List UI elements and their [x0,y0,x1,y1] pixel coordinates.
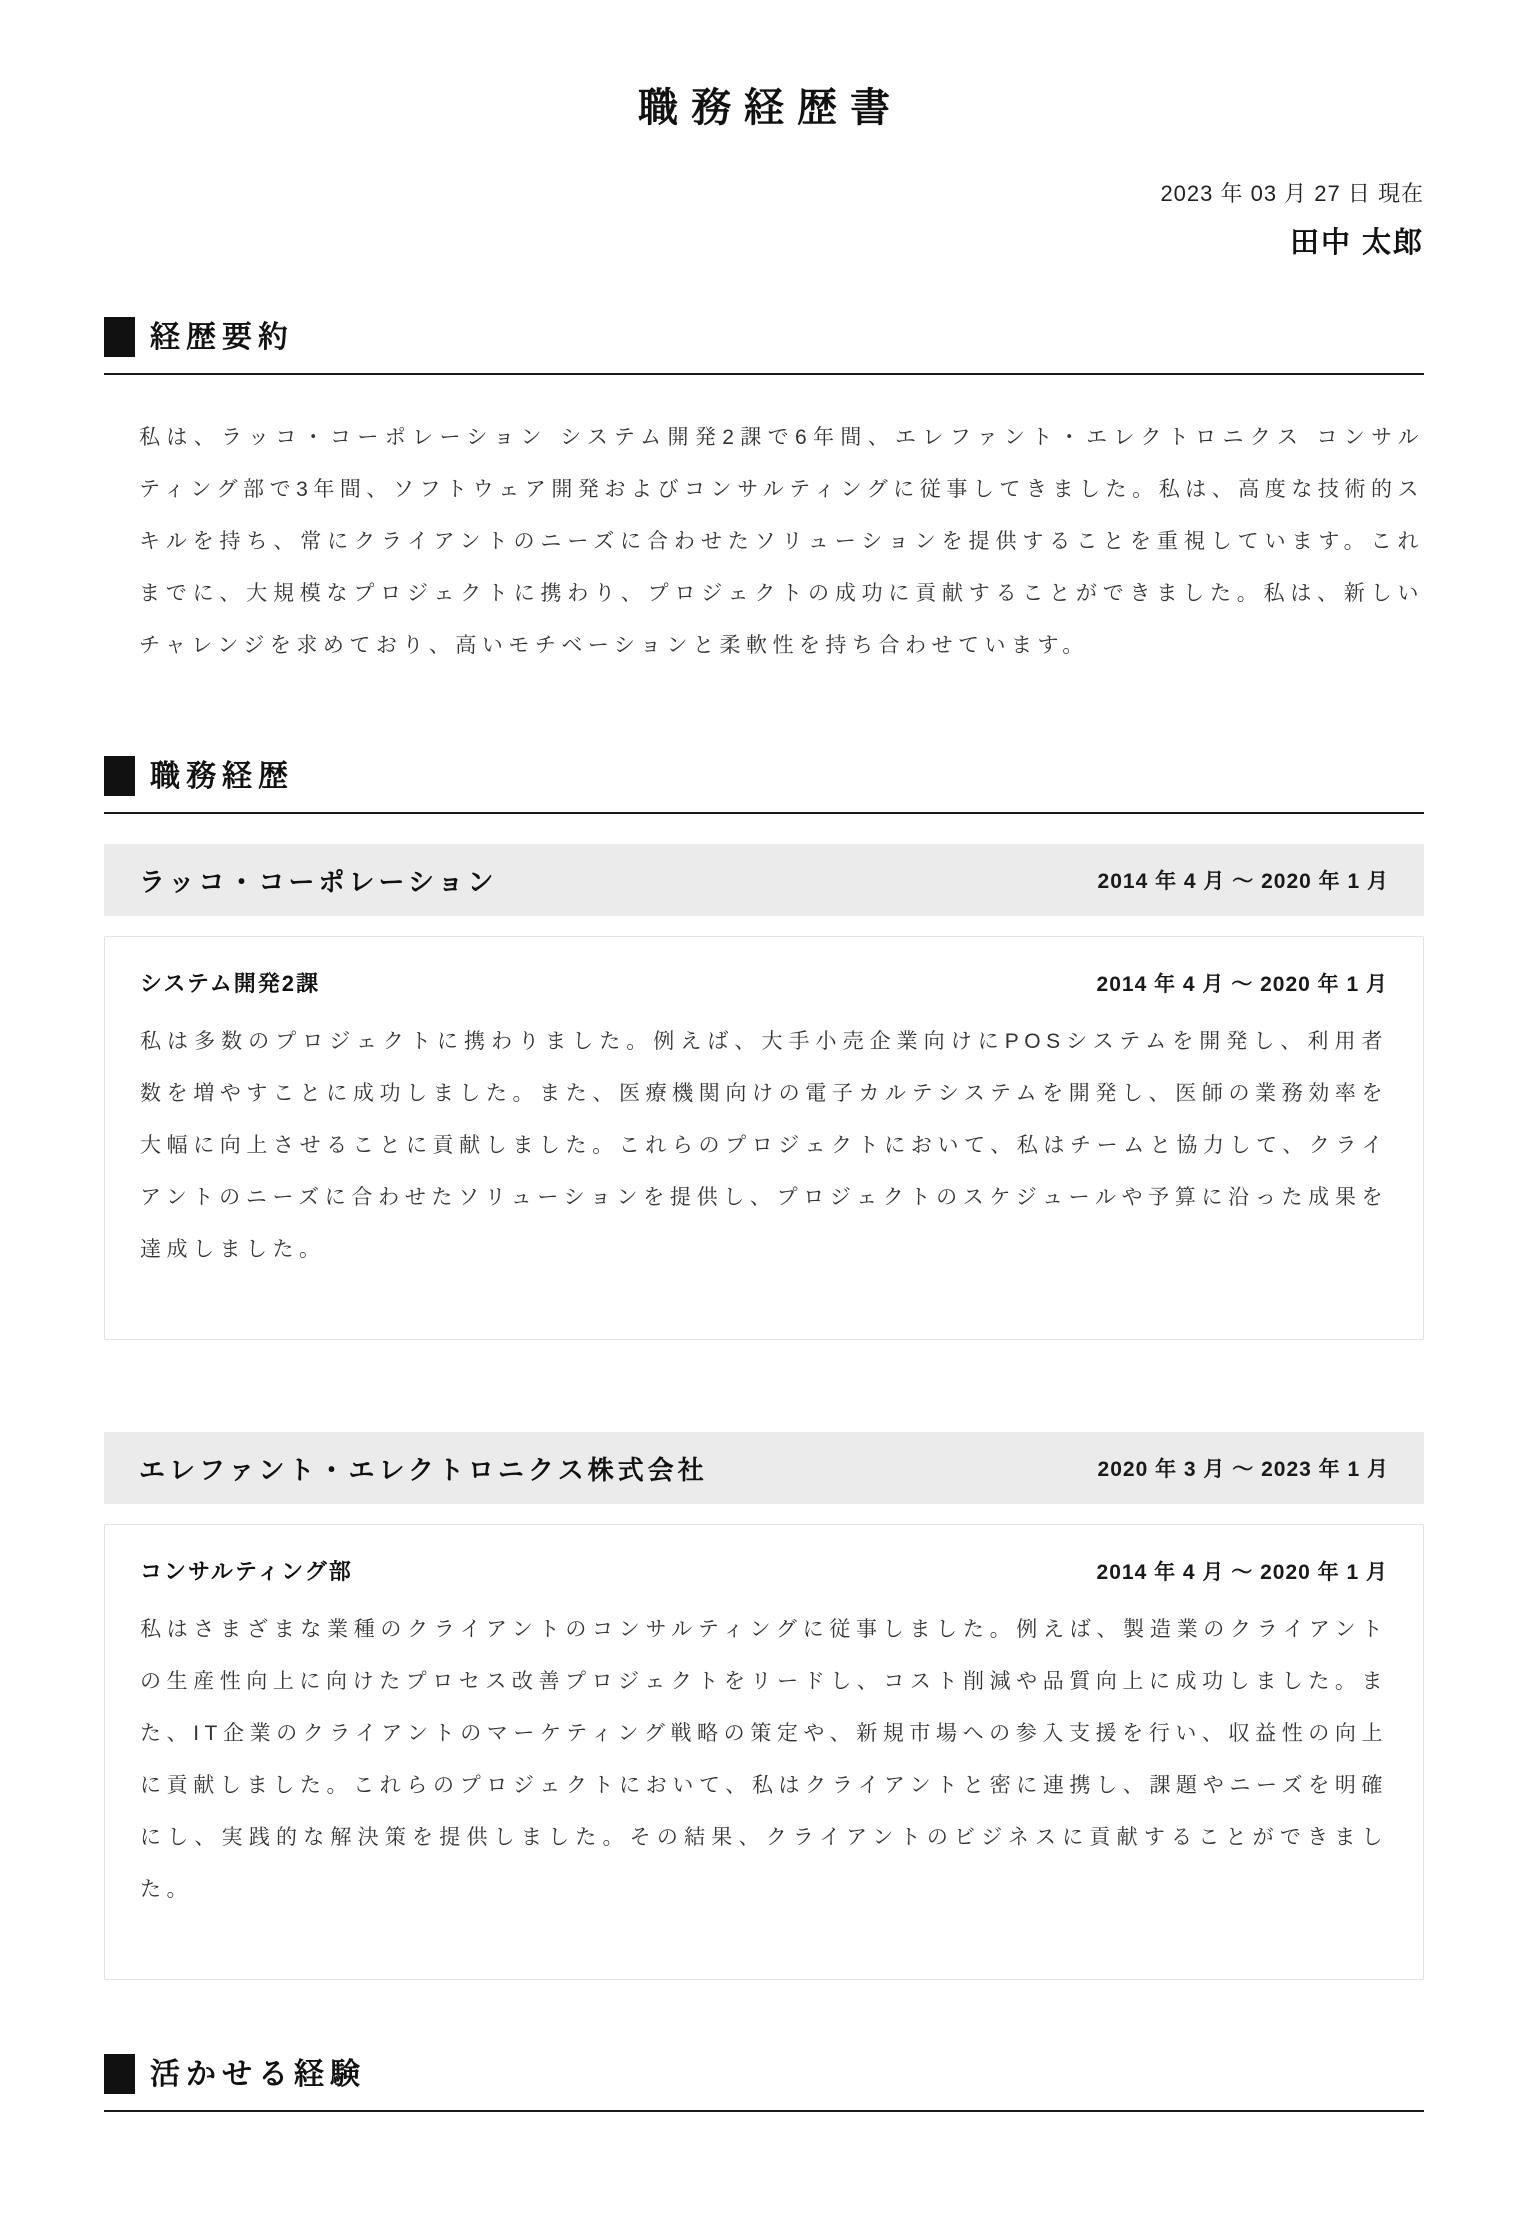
role-description: 私はさまざまな業種のクライアントのコンサルティングに従事しました。例えば、製造業のクライアントの生産性向上に向けたプロセス改善プロジェクトをリードし、コスト削減や品質向上に成功しました。また、IT企業のクライアントのマーケティング戦略の策定や、新規市場への参入支援を行い、収益性の向上に貢献しました。これらのプロジェクトにおいて、私はクライアントと密に連携し、課題やニーズを明確にし、実践的な解決策を提供しました。その結果、クライアントのビジネスに貢献することができました。 [140,1618,1388,1901]
role-card-1 [104,936,1424,1340]
section-title-summary: 経歴要約 [150,321,294,354]
section-heading-summary [104,317,1424,375]
company-period: 2020 年 3 月 ～ 2023 年 1 月 [1097,1458,1389,1481]
role-period: 2014 年 4 月 ～ 2020 年 1 月 [1096,1560,1388,1584]
role-header [140,967,1388,998]
department-name: コンサルティング部 [140,1559,353,1584]
section-title-skills: 活かせる経験 [150,2058,366,2091]
meta-block [104,177,1424,261]
applicant-name: 田中 太郎 [1289,227,1424,259]
company-header-2 [104,1432,1424,1504]
square-bullet-icon [104,2054,135,2094]
section-heading-skills [104,2054,1424,2112]
summary-paragraph: 私は、ラッコ・コーポレーション システム開発2課で6年間、エレファント・エレクトロニクス コンサルティング部で3年間、ソフトウェア開発およびコンサルティングに従事してきました。私は、高度な技術的スキルを持ち、常にクライアントのニーズに合わせたソリューションを提供することを重視しています。これまでに、大規模なプロジェクトに携わり、プロジェクトの成功に貢献することができました。私は、新しいチャレンジを求めており、高いモチベーションと柔軟性を持ち合わせています。 [139,426,1424,657]
section-heading-work-history [104,756,1424,814]
company-name: ラッコ・コーポレーション [139,866,498,897]
company-name: エレファント・エレクトロニクス株式会社 [139,1454,708,1485]
resume-page [0,76,1528,2112]
section-title-work-history: 職務経歴 [150,760,294,793]
role-description: 私は多数のプロジェクトに携わりました。例えば、大手小売企業向けにPOSシステムを開発し、利用者数を増やすことに成功しました。また、医療機関向けの電子カルテシステムを開発し、医師の業務効率を大幅に向上させることに貢献しました。これらのプロジェクトにおいて、私はチームと協力して、クライアントのニーズに合わせたソリューションを提供し、プロジェクトのスケジュールや予算に沿った成果を達成しました。 [140,1030,1388,1261]
current-date: 2023 年 03 月 27 日 現在 [1160,181,1424,206]
square-bullet-icon [104,317,135,357]
company-header-1 [104,844,1424,916]
department-name: システム開発2課 [140,971,321,996]
document-title: 職務経歴書 [638,86,903,130]
role-period: 2014 年 4 月 ～ 2020 年 1 月 [1096,972,1388,996]
company-period: 2014 年 4 月 ～ 2020 年 1 月 [1097,870,1389,893]
square-bullet-icon [104,756,135,796]
role-card-2 [104,1524,1424,1980]
role-header [140,1555,1388,1586]
